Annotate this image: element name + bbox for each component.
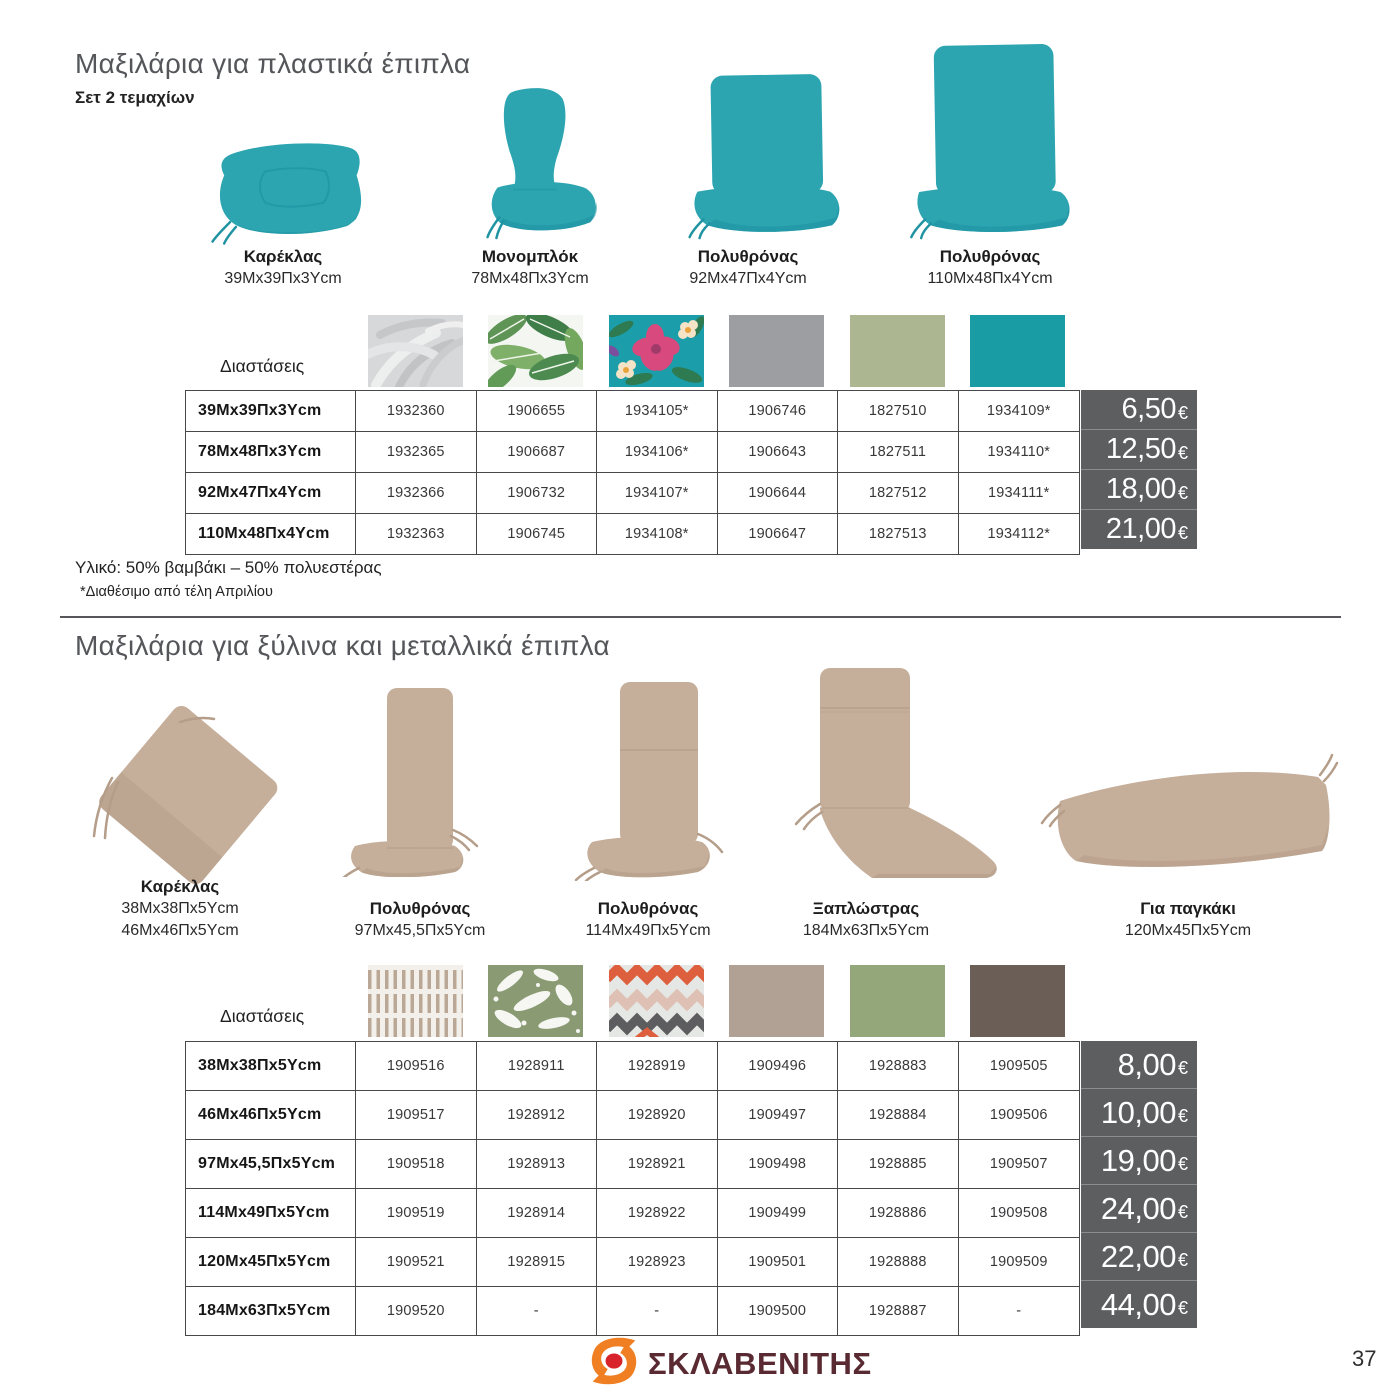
table-cell-code: 1928915: [477, 1238, 598, 1287]
table-cell-code: 1827512: [838, 473, 959, 514]
table-cell-dimension: 110Mx48Πx4Ycm: [186, 514, 356, 554]
price-cell: 6,50 €: [1081, 390, 1197, 430]
euro-sign: €: [1177, 523, 1188, 543]
table-cell-dimension: 97Mx45,5Πx5Ycm: [186, 1140, 356, 1189]
table-cell-dimension: 92Mx47Πx4Ycm: [186, 473, 356, 514]
table-cell-code: 1827513: [838, 514, 959, 554]
table-cell-code: -: [1016, 1303, 1022, 1319]
table-cell-dimension: 78Mx48Πx3Ycm: [186, 432, 356, 473]
fabric-swatch-beige-dash-icon: [368, 965, 463, 1037]
table-cell-code: 1934112*: [987, 526, 1051, 542]
euro-sign: €: [1177, 1058, 1188, 1078]
cushion-image-monoblock-teal: [452, 82, 610, 242]
euro-sign: €: [1177, 1298, 1188, 1318]
euro-sign: €: [1177, 483, 1188, 503]
table-cell-code: 1928923: [597, 1238, 718, 1287]
sklavenitis-logo-icon: [590, 1337, 638, 1385]
table-cell-code: 1934111*: [959, 473, 1080, 514]
euro-sign: €: [1177, 403, 1188, 423]
fabric-swatch-green-white-leaf-icon: [488, 965, 583, 1037]
fabric-swatch-grey-palm-icon: [368, 315, 463, 387]
fabric-swatch-plain-grey-icon: [729, 315, 824, 387]
table-cell-code: 1827511: [838, 432, 959, 473]
section-plastic-subtitle: Σετ 2 τεμαχίων: [75, 88, 195, 107]
table-cell-dimension: 120Mx45Πx5Ycm: [186, 1238, 356, 1287]
product-label: Καρέκλας 39Mx39Πx3Ycm: [224, 247, 342, 287]
availability-note: *Διαθέσιμο από τέλη Απριλίου: [80, 584, 273, 600]
table-cell-code: 1906647: [718, 514, 839, 554]
euro-sign: €: [1177, 1250, 1188, 1270]
table-cell-code: 1928920: [597, 1091, 718, 1140]
table-cell-code: 1928911: [477, 1042, 598, 1091]
table-cell-code: 1932366: [356, 473, 477, 514]
table-cell-code: 1909498: [718, 1140, 839, 1189]
euro-sign: €: [1177, 1106, 1188, 1126]
product-label: Μονομπλόκ 78Mx48Πx3Ycm: [471, 247, 589, 287]
price-column-wood-metal: [1081, 1041, 1197, 1328]
section-wood-metal-title: Μαξιλάρια για ξύλινα και μεταλλικά έπιπλα: [75, 630, 610, 661]
table-cell-code: 1928919: [597, 1042, 718, 1091]
table-cell-code: 1906655: [477, 391, 598, 432]
price-cell: 19,00 €: [1081, 1137, 1197, 1185]
table-cell-code: 1928884: [838, 1091, 959, 1140]
table-cell-code: 1928887: [838, 1287, 959, 1335]
table-cell-code: 1928883: [838, 1042, 959, 1091]
cushion-image-high-armchair-teal: [878, 40, 1084, 240]
table-cell-code: 1909518: [356, 1140, 477, 1189]
table-cell-code: 1928922: [597, 1189, 718, 1238]
table-cell-code: 1932365: [356, 432, 477, 473]
product-label: Πολυθρόνας 110Mx48Πx4Ycm: [927, 247, 1053, 287]
fabric-swatch-plain-sage-icon: [850, 965, 945, 1037]
table-cell-code: 1934107*: [597, 473, 718, 514]
table-cell-code: 1909507: [959, 1140, 1080, 1189]
table-cell-code: 1827510: [838, 391, 959, 432]
product-label: Καρέκλας 38Mx38Πx5Ycm 46Mx46Πx5Ycm: [121, 877, 239, 939]
material-note: Υλικό: 50% βαμβάκι – 50% πολυεστέρας: [75, 558, 382, 577]
price-cell: 12,50 €: [1081, 430, 1197, 470]
price-cell: 22,00 €: [1081, 1233, 1197, 1281]
price-column-plastic: [1081, 390, 1197, 549]
table-cell-code: 1906643: [718, 432, 839, 473]
table-cell-code: 1928912: [477, 1091, 598, 1140]
fabric-swatch-plain-teal-icon: [970, 315, 1065, 387]
cushion-image-armchair-teal: [660, 70, 843, 240]
fabric-swatch-plain-taupe-icon: [729, 965, 824, 1037]
table-cell-code: 1909505: [959, 1042, 1080, 1091]
table-cell-code: 1909520: [356, 1287, 477, 1335]
table-cell-code: 1906745: [477, 514, 598, 554]
table-cell-dimension: 184Mx63Πx5Ycm: [186, 1287, 356, 1335]
dimensions-header: Διαστάσεις: [220, 356, 305, 376]
table-cell-code: 1932363: [356, 514, 477, 554]
table-cell-dimension: 46Mx46Πx5Ycm: [186, 1091, 356, 1140]
table-cell-code: 1934106*: [597, 432, 718, 473]
page-number: 37: [1352, 1346, 1377, 1371]
product-label: Ξαπλώστρας 184Mx63Πx5Ycm: [802, 899, 930, 939]
fabric-swatch-green-tropical-icon: [488, 315, 583, 387]
codes-table-plastic: [185, 390, 1080, 555]
table-cell-dimension: 114Mx49Πx5Ycm: [186, 1189, 356, 1238]
table-cell-code: -: [477, 1287, 598, 1335]
product-label: Πολυθρόνας 97Mx45,5Πx5Ycm: [354, 899, 486, 939]
table-cell-dimension: 38Mx38Πx5Ycm: [186, 1042, 356, 1091]
price-cell: 18,00 €: [1081, 470, 1197, 510]
table-cell-code: 1909499: [718, 1189, 839, 1238]
table-cell-code: 1909500: [718, 1287, 839, 1335]
section-plastic-title: Μαξιλάρια για πλαστικά έπιπλα: [75, 48, 471, 79]
table-cell-code: 1909508: [959, 1189, 1080, 1238]
price-cell: 10,00 €: [1081, 1089, 1197, 1137]
table-cell-code: 1909501: [718, 1238, 839, 1287]
table-cell-code: 1934109*: [959, 391, 1080, 432]
euro-sign: €: [1177, 1154, 1188, 1174]
cushion-image-chair-beige: [325, 682, 515, 877]
table-cell-code: 1932360: [356, 391, 477, 432]
product-label: Πολυθρόνας 92Mx47Πx4Ycm: [689, 247, 807, 287]
table-cell-code: 1909509: [959, 1238, 1080, 1287]
dimensions-header: Διαστάσεις: [220, 1006, 305, 1026]
table-cell-code: 1906687: [477, 432, 598, 473]
euro-sign: €: [1177, 1202, 1188, 1222]
section-divider: [60, 616, 1341, 618]
cushion-image-seat-pad-teal: [195, 132, 380, 245]
table-cell-code: 1909519: [356, 1189, 477, 1238]
cushion-image-armchair-beige: [558, 676, 758, 881]
table-cell-dimension: 39Mx39Πx3Ycm: [186, 391, 356, 432]
table-cell-code: 1909516: [356, 1042, 477, 1091]
fabric-swatch-plain-brown-icon: [970, 965, 1065, 1037]
table-cell-code: 1928885: [838, 1140, 959, 1189]
fabric-swatch-teal-floral-icon: [609, 315, 704, 387]
table-cell-code: 1906746: [718, 391, 839, 432]
table-cell-code: 1928913: [477, 1140, 598, 1189]
cushion-image-seat-pad-beige: [72, 700, 302, 885]
fabric-swatch-plain-sage-icon: [850, 315, 945, 387]
table-cell-code: 1934108*: [597, 514, 718, 554]
table-cell-code: 1928886: [838, 1189, 959, 1238]
table-cell-code: 1909497: [718, 1091, 839, 1140]
table-cell-code: 1928888: [838, 1238, 959, 1287]
table-cell-code: 1906644: [718, 473, 839, 514]
table-cell-code: 1934110*: [959, 432, 1080, 473]
codes-table-wood-metal: [185, 1041, 1080, 1336]
euro-sign: €: [1177, 443, 1188, 463]
price-cell: 21,00 €: [1105, 513, 1188, 545]
table-cell-code: 1928914: [477, 1189, 598, 1238]
fabric-swatch-zigzag-icon: [609, 965, 704, 1037]
product-label: Για παγκάκι 120Mx45Πx5Ycm: [1124, 899, 1252, 939]
table-cell-code: 1909496: [718, 1042, 839, 1091]
price-cell: 8,00 €: [1081, 1041, 1197, 1089]
cushion-image-sunlounger-beige: [758, 664, 1028, 882]
product-label: Πολυθρόνας 114Mx49Πx5Ycm: [585, 899, 711, 939]
table-cell-code: 1934105*: [597, 391, 718, 432]
table-cell-code: 1928921: [597, 1140, 718, 1189]
table-cell-code: 1909506: [959, 1091, 1080, 1140]
price-cell: 44,00 €: [1100, 1286, 1188, 1322]
table-cell-code: -: [597, 1287, 718, 1335]
table-cell-code: 1906732: [477, 473, 598, 514]
table-cell-code: 1909521: [356, 1238, 477, 1287]
cushion-image-bench-beige: [1032, 753, 1342, 881]
price-cell: 24,00 €: [1081, 1185, 1197, 1233]
table-cell-code: 1909517: [356, 1091, 477, 1140]
brand-name: ΣΚΛΑΒΕΝΙΤΗΣ: [648, 1346, 872, 1381]
